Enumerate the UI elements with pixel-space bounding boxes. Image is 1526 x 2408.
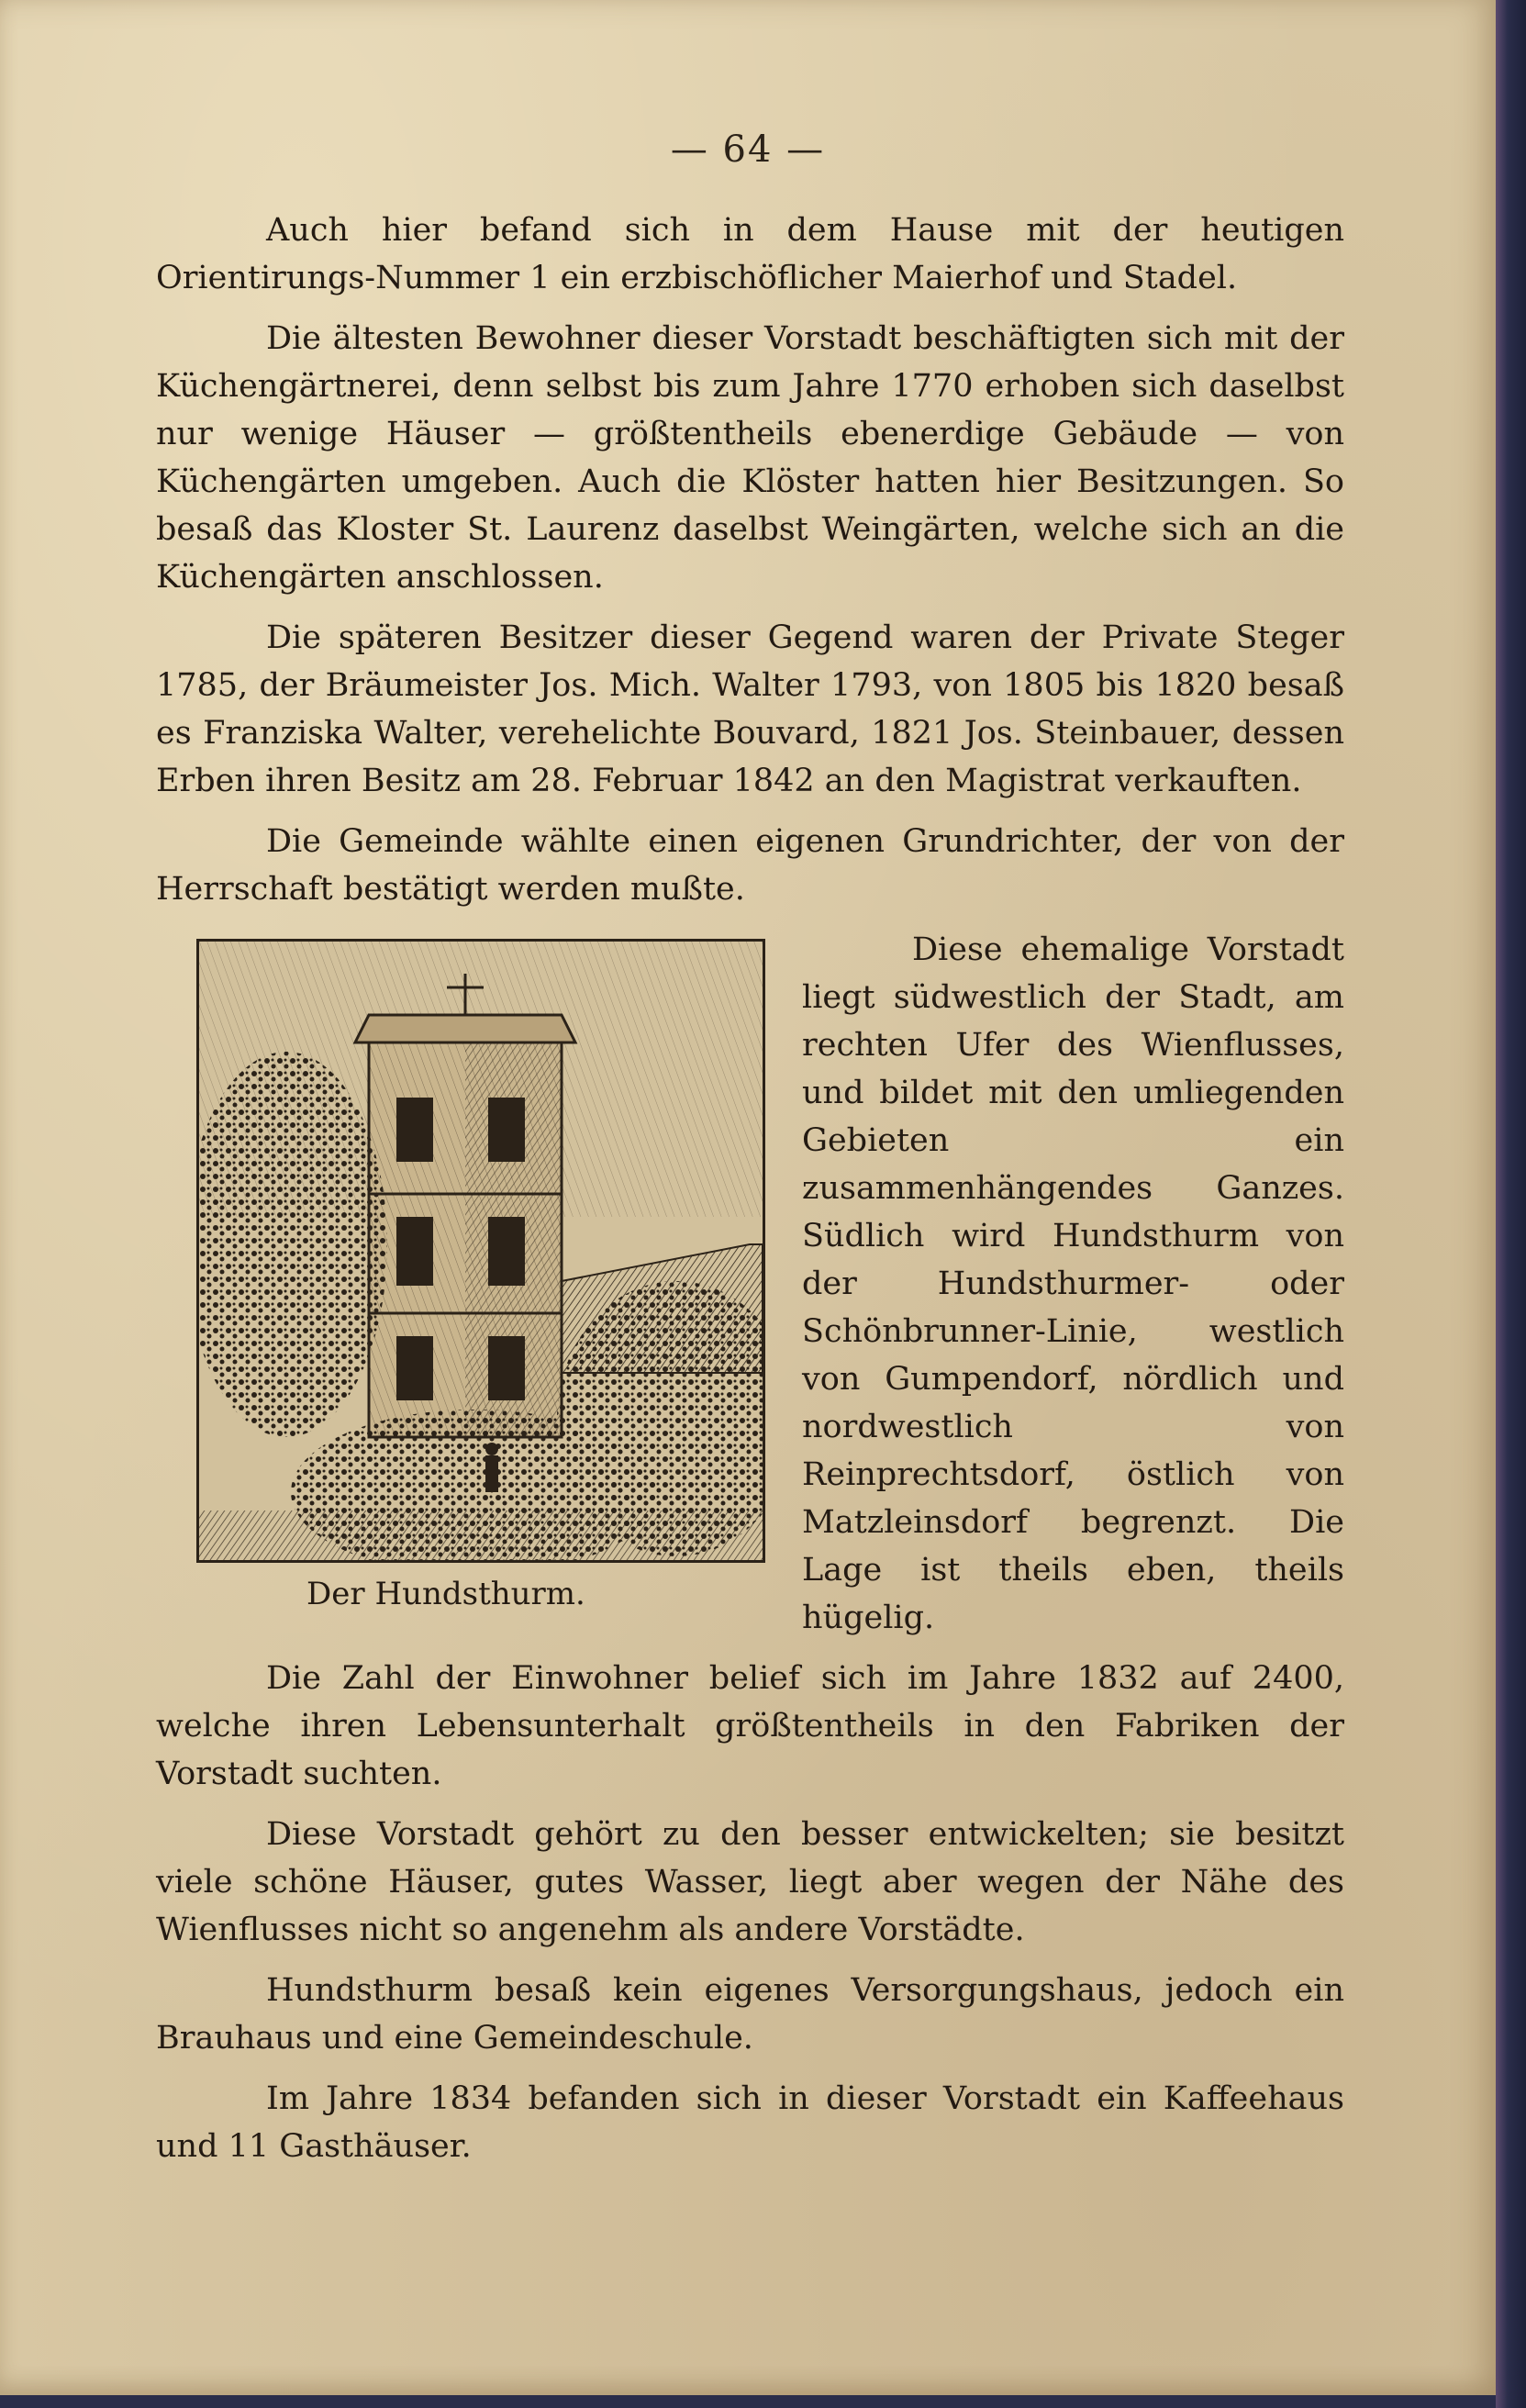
figure-caption: Der Hundsthurm. (306, 1576, 585, 1612)
paragraph-development: Diese Vorstadt gehört zu den besser entwickelten; sie besitzt viele schöne Häuser, gutes Wasser, liegt aber wegen der Nähe des Wienflusses nicht so angenehm als andere Vorstädte. (156, 1816, 1344, 1948)
book-spine (1496, 0, 1526, 2408)
engraving-illustration (199, 942, 763, 1560)
hundsthurm-figure (196, 939, 765, 1612)
paragraph-location: Diese ehemalige Vorstadt liegt südwestlich der Stadt, am rechten Ufer des Wienflusses, und bildet mit den umliegenden Gebieten ein zusammenhängendes Ganzes. Südlich wird Hundsthurm von der Hundsthurmer- oder Schönbrunner-Linie, westlich von Gumpendorf, nördlich und nordwestlich von Reinprechtsdorf, östlich von Matzleinsdorf begrenzt. Die Lage ist theils eben, theils hügelig. (802, 931, 1344, 1636)
hundsthurm-engraving (196, 939, 765, 1563)
paragraph-later-owners: Die späteren Besitzer dieser Gegend waren der Private Steger 1785, der Bräumeister Jos. Mich. Walter 1793, von 1805 bis 1820 besaß es Franziska Walter, verehelichte Bouvard, 1821 Jos. Steinbauer, dessen Erben ihren Besitz am 28. Februar 1842 an den Magistrat verkauften. (156, 619, 1344, 799)
paragraph-institutions: Hundsthurm besaß kein eigenes Versorgungshaus, jedoch ein Brauhaus und eine Gemeindeschule. (156, 1972, 1344, 2057)
paragraph-population: Die Zahl der Einwohner belief sich im Jahre 1832 auf 2400, welche ihren Lebensunterhalt größtentheils in den Fabriken der Vorstadt suchten. (156, 1660, 1344, 1792)
page-number: — 64 — (670, 128, 826, 171)
body-text (156, 206, 1344, 2183)
paragraph-maierhof: Auch hier befand sich in dem Hause mit der heutigen Orientirungs-Nummer 1 ein erzbischöflicher Maierhof und Stadel. (156, 212, 1344, 296)
paragraph-inns: Im Jahre 1834 befanden sich in dieser Vorstadt ein Kaffeehaus und 11 Gasthäuser. (156, 2080, 1344, 2165)
paragraph-early-residents: Die ältesten Bewohner dieser Vorstadt beschäftigten sich mit der Küchengärtnerei, denn selbst bis zum Jahre 1770 erhoben sich daselbst nur wenige Häuser — größtentheils ebenerdige Gebäude — von Küchengärten umgeben. Auch die Klöster hatten hier Besitzungen. So besaß das Kloster St. Laurenz daselbst Weingärten, welche sich an die Küchengärten anschlossen. (156, 320, 1344, 596)
paragraph-community: Die Gemeinde wählte einen eigenen Grundrichter, der von der Herrschaft bestätigt werden mußte. (156, 823, 1344, 908)
